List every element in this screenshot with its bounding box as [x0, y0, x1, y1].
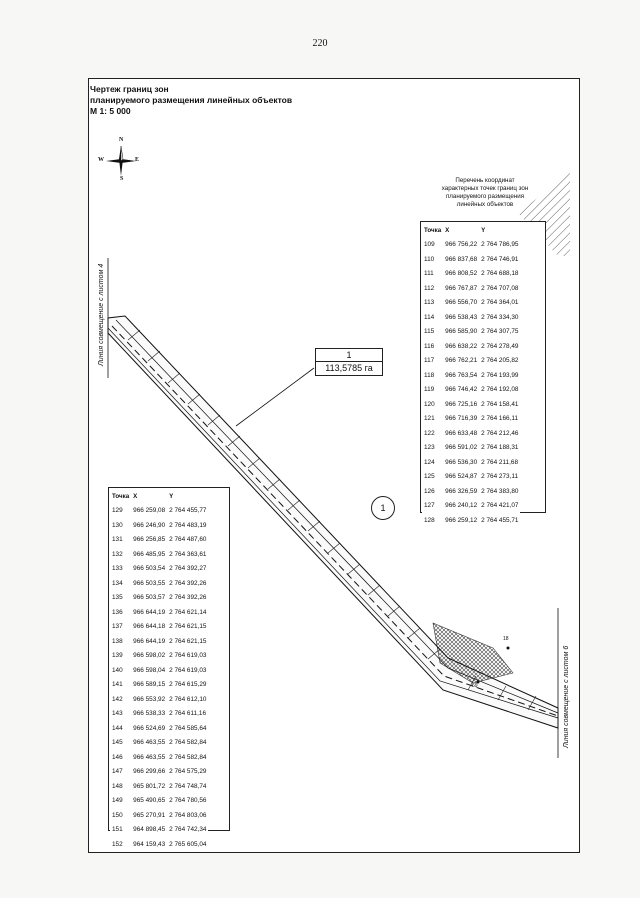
cell-point: 116: [424, 342, 435, 350]
cell-x: 966 503,55: [133, 579, 166, 587]
cell-y: 2 764 621,15: [169, 623, 207, 631]
cell-y: 2 764 575,29: [169, 768, 207, 776]
cell-x: 966 716,39: [445, 415, 478, 423]
zone-marker: 1: [371, 496, 395, 520]
cell-point: 109: [424, 241, 435, 249]
table-row: [110, 765, 208, 780]
cell-x: 966 756,22: [445, 241, 478, 249]
cell-point: 136: [112, 608, 123, 616]
cell-x: 966 553,92: [133, 695, 166, 703]
table-row: [110, 808, 208, 823]
cell-x: 965 490,65: [133, 797, 166, 805]
cell-x: 966 536,30: [445, 458, 478, 466]
cell-x: 966 591,02: [445, 444, 478, 452]
cell-x: 966 326,59: [445, 487, 478, 495]
table-row: [422, 252, 520, 267]
point-dot: [507, 647, 510, 650]
cell-point: 115: [424, 328, 435, 336]
cell-x: 966 240,12: [445, 502, 478, 510]
table-row: [422, 238, 520, 253]
cell-point: 147: [112, 768, 123, 776]
cell-point: 121: [424, 415, 435, 423]
table-row: [110, 576, 208, 591]
cell-y: 2 764 455,77: [169, 507, 207, 515]
table-row: [422, 513, 520, 528]
table-header-row: [422, 223, 520, 238]
cell-x: 966 524,69: [133, 724, 166, 732]
table-row: [422, 383, 520, 398]
cell-y: 2 764 278,49: [481, 342, 519, 350]
table-row: [110, 591, 208, 606]
right-coordinate-table: [422, 223, 520, 528]
table-row: [422, 325, 520, 340]
cell-y: 2 764 748,74: [169, 782, 207, 790]
cell-point: 118: [424, 371, 435, 379]
cell-y: 2 764 688,18: [481, 270, 519, 278]
cell-y: 2 764 455,71: [481, 516, 519, 524]
table-row: [110, 562, 208, 577]
cell-point: 150: [112, 811, 123, 819]
table-row: [110, 721, 208, 736]
cell-x: 966 585,90: [445, 328, 478, 336]
cell-y: 2 764 582,84: [169, 739, 207, 747]
cell-x: 966 524,87: [445, 473, 478, 481]
cell-x: 966 808,52: [445, 270, 478, 278]
area-number: 1: [315, 348, 383, 361]
cell-point: 123: [424, 444, 435, 452]
compass-west: W: [98, 157, 104, 163]
cell-y: 2 764 742,34: [169, 826, 207, 834]
cell-point: 112: [424, 284, 435, 292]
cell-y: 2 764 621,15: [169, 637, 207, 645]
cell-x: 966 463,55: [133, 739, 166, 747]
cell-y: 2 764 621,14: [169, 608, 207, 616]
cell-x: 966 638,22: [445, 342, 478, 350]
cell-y: 2 764 307,75: [481, 328, 519, 336]
cell-point: 144: [112, 724, 123, 732]
table-row: [110, 547, 208, 562]
compass-north: N: [119, 137, 124, 143]
coordinate-list-caption: [420, 177, 550, 209]
area-label: [315, 348, 383, 376]
table-row: [422, 310, 520, 325]
cell-x: 965 801,72: [133, 782, 166, 790]
cell-x: 964 159,43: [133, 840, 166, 848]
cell-x: 966 633,48: [445, 429, 478, 437]
cell-point: 133: [112, 565, 123, 573]
drawing-title: [90, 84, 292, 117]
cell-y: 2 764 615,29: [169, 681, 207, 689]
cell-point: 141: [112, 681, 123, 689]
title-line-1: Чертеж границ зон: [90, 84, 169, 94]
table-row: [110, 779, 208, 794]
cell-y: 2 764 612,10: [169, 695, 207, 703]
cell-y: 2 764 487,60: [169, 536, 207, 544]
point-label-18: 18: [503, 636, 509, 642]
cell-y: 2 764 780,56: [169, 797, 207, 805]
area-value: 113,5785 га: [315, 361, 383, 376]
cell-point: 138: [112, 637, 123, 645]
table-row: [110, 794, 208, 809]
table-row: [110, 663, 208, 678]
column-header-y: Y: [481, 226, 486, 234]
table-row: [422, 455, 520, 470]
cell-point: 128: [424, 516, 435, 524]
cell-x: 966 256,85: [133, 536, 166, 544]
cell-y: 2 764 582,84: [169, 753, 207, 761]
table-row: [422, 368, 520, 383]
column-header-y: Y: [169, 492, 174, 500]
cell-y: 2 764 205,82: [481, 357, 519, 365]
cell-x: 966 556,70: [445, 299, 478, 307]
cell-point: 137: [112, 623, 123, 631]
cell-x: 966 762,21: [445, 357, 478, 365]
cell-y: 2 764 707,08: [481, 284, 519, 292]
cell-x: 966 644,19: [133, 637, 166, 645]
cell-point: 145: [112, 739, 123, 747]
cell-y: 2 764 334,30: [481, 313, 519, 321]
cell-point: 135: [112, 594, 123, 602]
cell-point: 113: [424, 299, 435, 307]
cell-y: 2 764 746,91: [481, 255, 519, 263]
caption-line: Перечень координат: [455, 177, 515, 184]
page-number: 220: [312, 38, 328, 49]
cell-y: 2 765 605,04: [169, 840, 207, 848]
cell-y: 2 764 212,46: [481, 429, 519, 437]
table-row: [110, 692, 208, 707]
table-row: [422, 441, 520, 456]
cell-y: 2 764 273,11: [481, 473, 518, 481]
point-label-69: 69: [472, 683, 478, 689]
table-row: [422, 412, 520, 427]
cell-x: 966 837,68: [445, 255, 478, 263]
table-header-row: [110, 489, 208, 504]
cell-y: 2 764 483,19: [169, 521, 207, 529]
area-leader: [236, 368, 314, 426]
cell-x: 964 898,45: [133, 826, 166, 834]
cell-point: 130: [112, 521, 123, 529]
cell-y: 2 764 803,06: [169, 811, 207, 819]
cell-y: 2 764 211,68: [481, 458, 518, 466]
cell-x: 966 644,19: [133, 608, 166, 616]
table-row: [110, 736, 208, 751]
table-row: [110, 837, 208, 852]
cell-y: 2 764 364,01: [481, 299, 519, 307]
cell-y: 2 764 392,26: [169, 579, 207, 587]
cell-y: 2 764 585,64: [169, 724, 207, 732]
table-row: [110, 707, 208, 722]
table-row: [422, 499, 520, 514]
cell-x: 966 767,87: [445, 284, 478, 292]
cell-y: 2 764 363,61: [169, 550, 207, 558]
cell-point: 134: [112, 579, 123, 587]
cell-y: 2 764 786,95: [481, 241, 519, 249]
cell-point: 149: [112, 797, 123, 805]
cell-point: 146: [112, 753, 123, 761]
cell-point: 132: [112, 550, 123, 558]
cell-y: 2 764 611,16: [169, 710, 206, 718]
cell-point: 152: [112, 840, 123, 848]
table-row: [110, 518, 208, 533]
cell-x: 966 538,43: [445, 313, 478, 321]
table-row: [422, 397, 520, 412]
table-row: [110, 620, 208, 635]
cell-x: 966 598,04: [133, 666, 166, 674]
cell-point: 122: [424, 429, 435, 437]
left-sheet-link-label: Линия совмещение с листом 4: [98, 263, 105, 366]
cell-x: 966 644,18: [133, 623, 166, 631]
table-row: [422, 267, 520, 282]
cell-y: 2 764 392,26: [169, 594, 207, 602]
cell-point: 117: [424, 357, 435, 365]
cell-point: 139: [112, 652, 123, 660]
cell-point: 151: [112, 826, 123, 834]
cell-x: 966 725,16: [445, 400, 478, 408]
cell-x: 966 246,90: [133, 521, 166, 529]
table-row: [110, 649, 208, 664]
cell-y: 2 764 619,03: [169, 652, 207, 660]
table-row: [110, 504, 208, 519]
caption-line: характерных точек границ зон: [441, 185, 529, 192]
caption-line: линейных объектов: [456, 201, 514, 208]
cell-x: 966 485,95: [133, 550, 166, 558]
cell-point: 114: [424, 313, 435, 321]
table-row: [422, 426, 520, 441]
caption-line: планируемого размещения: [445, 193, 525, 200]
cell-point: 124: [424, 458, 435, 466]
compass-east: E: [135, 157, 140, 163]
table-row: [110, 533, 208, 548]
cell-point: 140: [112, 666, 123, 674]
cell-point: 127: [424, 502, 435, 510]
cell-x: 966 259,12: [445, 516, 478, 524]
cell-point: 119: [424, 386, 435, 394]
cell-y: 2 764 158,41: [481, 400, 519, 408]
table-row: [422, 484, 520, 499]
column-header-point: Точка: [424, 226, 442, 234]
column-header-x: X: [133, 492, 138, 500]
cell-point: 126: [424, 487, 435, 495]
cell-x: 966 538,33: [133, 710, 166, 718]
cell-x: 966 463,55: [133, 753, 166, 761]
title-line-2: планируемого размещения линейных объектов: [90, 95, 293, 105]
cell-y: 2 764 392,27: [169, 565, 207, 573]
column-header-x: X: [445, 226, 450, 234]
compass-rose: [98, 137, 140, 182]
table-row: [422, 281, 520, 296]
cell-point: 110: [424, 255, 435, 263]
cell-point: 125: [424, 473, 435, 481]
cell-x: 966 746,42: [445, 386, 478, 394]
cell-x: 966 299,66: [133, 768, 166, 776]
cell-y: 2 764 383,80: [481, 487, 519, 495]
table-row: [110, 605, 208, 620]
cell-point: 131: [112, 536, 123, 544]
title-scale: М 1: 5 000: [90, 106, 131, 116]
cell-x: 966 259,08: [133, 507, 166, 515]
cell-y: 2 764 193,99: [481, 371, 519, 379]
cell-y: 2 764 166,11: [481, 415, 518, 423]
cell-y: 2 764 619,03: [169, 666, 207, 674]
table-row: [422, 296, 520, 311]
cell-x: 966 598,02: [133, 652, 166, 660]
table-row: [422, 339, 520, 354]
cell-point: 142: [112, 695, 123, 703]
cell-point: 143: [112, 710, 123, 718]
cell-x: 966 589,15: [133, 681, 166, 689]
table-row: [110, 750, 208, 765]
cell-y: 2 764 421,07: [481, 502, 519, 510]
cell-x: 966 503,54: [133, 565, 166, 573]
cell-x: 965 270,91: [133, 811, 166, 819]
cell-point: 120: [424, 400, 435, 408]
cell-point: 148: [112, 782, 123, 790]
table-row: [422, 354, 520, 369]
cell-point: 129: [112, 507, 123, 515]
cell-x: 966 503,57: [133, 594, 166, 602]
cell-y: 2 764 188,31: [481, 444, 519, 452]
compass-south: S: [120, 176, 124, 182]
table-row: [422, 470, 520, 485]
column-header-point: Точка: [112, 492, 130, 500]
cell-x: 966 763,54: [445, 371, 478, 379]
cell-point: 111: [424, 270, 434, 278]
table-row: [110, 823, 208, 838]
cell-y: 2 764 192,08: [481, 386, 519, 394]
table-row: [110, 634, 208, 649]
right-sheet-link-label: Линия совмещение с листом 6: [563, 645, 570, 748]
table-row: [110, 678, 208, 693]
left-coordinate-table: [110, 489, 208, 852]
